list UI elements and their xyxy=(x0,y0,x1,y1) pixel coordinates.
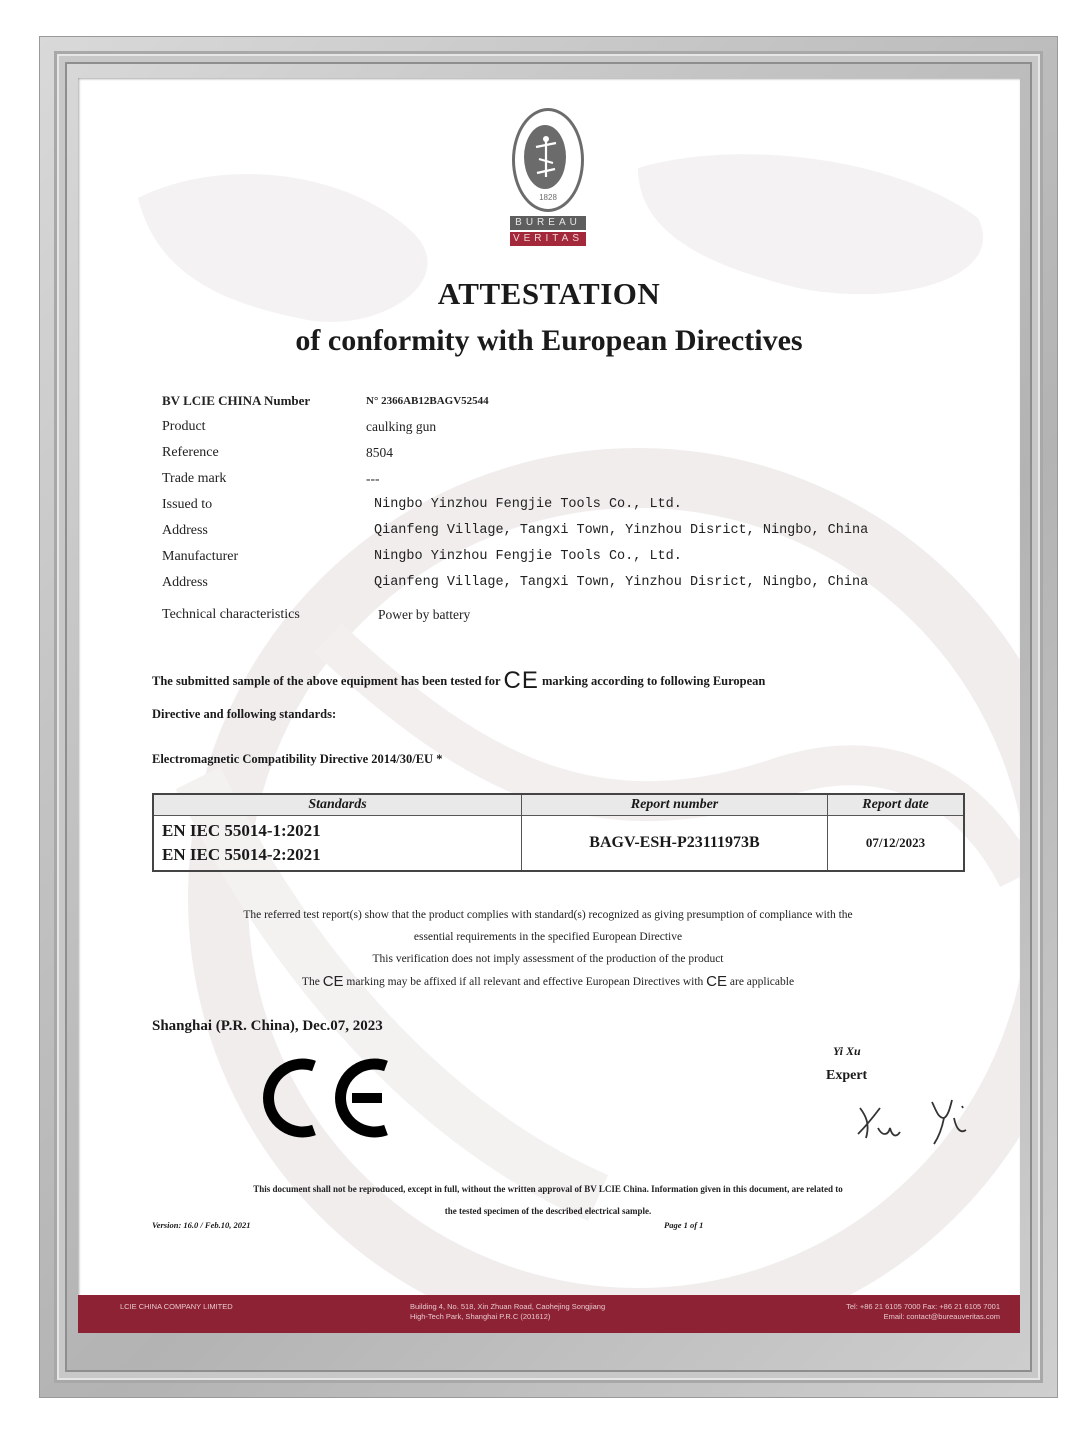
note-line1: The referred test report(s) show that the product complies with standard(s) recognized as giving presumption of compliance with the xyxy=(243,909,853,921)
footer-company: LCIE CHINA COMPANY LIMITED xyxy=(120,1302,233,1311)
logo-bureau-text: BUREAU xyxy=(510,216,586,230)
note-line4 xyxy=(138,971,958,993)
field-value-manufacturer: Ningbo Yinzhou Fengjie Tools Co., Ltd. xyxy=(374,549,682,564)
field-value-trademark: --- xyxy=(366,471,380,486)
ce-logo-icon xyxy=(248,1048,398,1148)
note-line4-end: are applicable xyxy=(729,976,795,988)
version-text: Version: 16.0 / Feb.10, 2021 xyxy=(152,1220,251,1230)
signatory-name: Yi Xu xyxy=(833,1044,861,1058)
document-title: ATTESTATION xyxy=(437,276,661,311)
field-label-product: Product xyxy=(162,419,206,434)
field-label-issued-to: Issued to xyxy=(162,497,213,512)
table-header-row xyxy=(153,794,964,816)
directive-name: Electromagnetic Compatibility Directive 2014/30/EU * xyxy=(152,752,443,766)
standards-table xyxy=(152,793,965,872)
field-label-reference: Reference xyxy=(162,445,219,460)
field-label-manufacturer-address: Address xyxy=(162,575,208,590)
field-value-manufacturer-address: Qianfeng Village, Tangxi Town, Yinzhou Disrict, Ningbo, China xyxy=(374,575,869,590)
footer-phone-fax: Tel: +86 21 6105 7000 Fax: +86 21 6105 7001 xyxy=(846,1302,1000,1311)
header-standards: Standards xyxy=(153,794,522,816)
note-line2: essential requirements in the specified European Directive xyxy=(413,931,683,943)
field-label-trademark: Trade mark xyxy=(162,471,227,486)
field-value-technical: Power by battery xyxy=(378,607,471,622)
ce-mark-small-icon-2: CE xyxy=(706,973,728,990)
note-line4-middle: marking may be affixed if all relevant and effective European Directives with xyxy=(346,976,704,988)
field-value-product: caulking gun xyxy=(366,419,437,434)
field-label-address: Address xyxy=(162,523,208,538)
field-value-issued-to: Ningbo Yinzhou Fengjie Tools Co., Ltd. xyxy=(374,497,682,512)
seal-year: 1828 xyxy=(539,193,557,202)
statement-line2: Directive and following standards: xyxy=(152,707,337,721)
test-statement xyxy=(152,667,972,694)
header-report-date: Report date xyxy=(828,794,965,816)
signatory-role: Expert xyxy=(826,1068,868,1083)
table-row xyxy=(153,816,964,872)
footer-contact xyxy=(846,1302,1000,1322)
place-and-date: Shanghai (P.R. China), Dec.07, 2023 xyxy=(152,1018,383,1034)
disclaimer-line2: the tested specimen of the described electrical sample. xyxy=(444,1206,652,1216)
cell-standards xyxy=(153,816,522,872)
cell-report-date: 07/12/2023 xyxy=(828,816,965,872)
page-number: Page 1 of 1 xyxy=(664,1220,704,1230)
ce-mark-small-icon: CE xyxy=(322,973,344,990)
field-label-technical: Technical characteristics xyxy=(162,607,300,622)
field-label-number: BV LCIE CHINA Number xyxy=(162,393,311,408)
handwritten-signature xyxy=(848,1088,978,1148)
header-report-number: Report number xyxy=(522,794,828,816)
statement-part2: marking according to following European xyxy=(541,674,766,688)
ce-mark-icon: CE xyxy=(503,667,539,694)
document-subtitle: of conformity with European Directives xyxy=(295,324,803,357)
footer-address-line2: High-Tech Park, Shanghai P.R.C (201612) xyxy=(410,1312,551,1321)
standard-1: EN IEC 55014-1:2021 xyxy=(162,821,321,840)
disclaimer-line1: This document shall not be reproduced, except in full, without the written approval of BV LCIE China. Information given in this document, are related to xyxy=(253,1184,843,1194)
logo-veritas-text: VERITAS xyxy=(510,232,586,246)
note-line4-start: The xyxy=(301,976,320,988)
note-line3: This verification does not imply assessment of the production of the product xyxy=(372,953,724,965)
footer-address-line1: Building 4, No. 518, Xin Zhuan Road, Caohejing Songjiang xyxy=(410,1302,606,1311)
standard-2: EN IEC 55014-2:2021 xyxy=(162,845,321,864)
footer-email: Email: contact@bureauveritas.com xyxy=(883,1312,1000,1321)
footer-band xyxy=(78,1295,1020,1333)
footer-address xyxy=(410,1302,605,1322)
cell-report-number: BAGV-ESH-P23111973B xyxy=(522,816,828,872)
field-value-reference: 8504 xyxy=(366,445,393,460)
bureau-veritas-logo xyxy=(510,108,586,246)
bv-seal-icon xyxy=(512,108,584,212)
field-value-number: N° 2366AB12BAGV52544 xyxy=(366,395,489,407)
field-value-address: Qianfeng Village, Tangxi Town, Yinzhou Disrict, Ningbo, China xyxy=(374,523,869,538)
certificate-page xyxy=(78,78,1020,1333)
field-label-manufacturer: Manufacturer xyxy=(162,549,239,564)
statement-part1: The submitted sample of the above equipment has been tested for xyxy=(152,674,501,688)
